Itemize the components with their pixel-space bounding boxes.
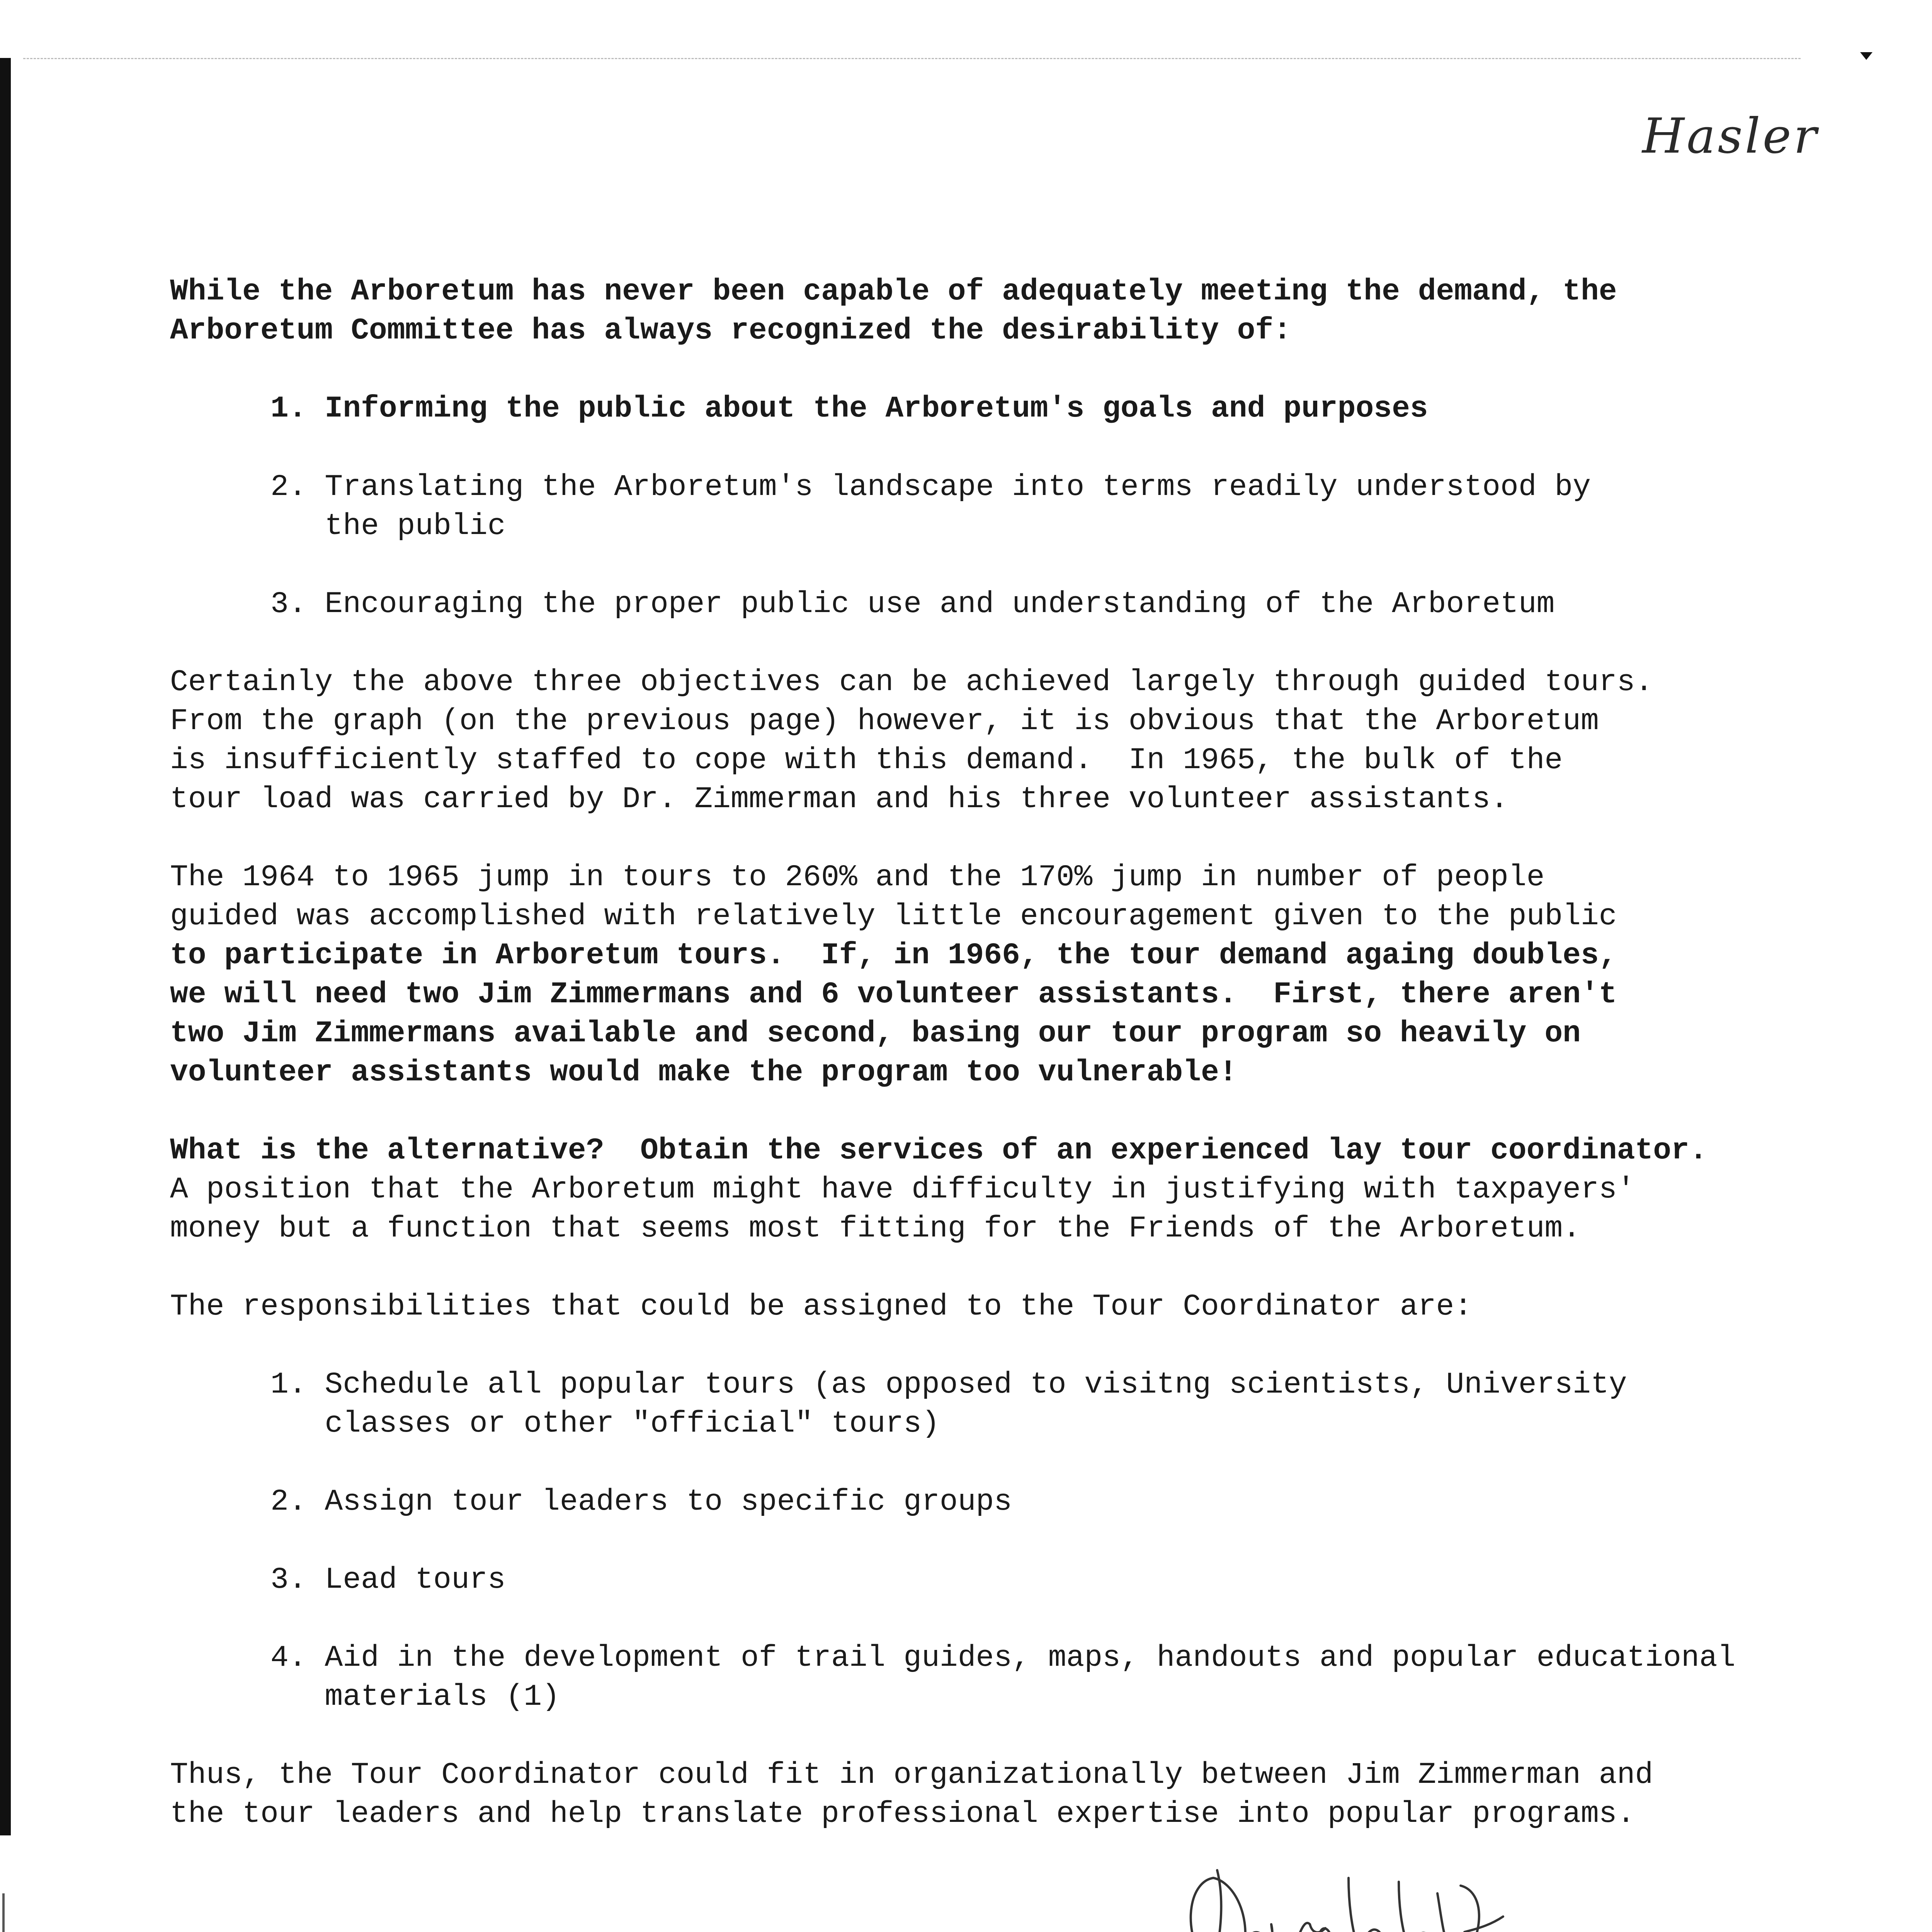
alternative-paragraph-line-1: What is the alternative? Obtain the services of an experienced lay tour coordinator. <box>170 1134 1708 1168</box>
alternative-paragraph-line-3: money but a function that seems most fitting for the Friends of the Arboretum. <box>170 1212 1581 1246</box>
objective-item-3: 3. Encouraging the proper public use and understanding of the Arboretum <box>270 587 1555 621</box>
jump-paragraph-line-2: guided was accomplished with relatively little encouragement given to the public <box>170 900 1617 934</box>
objective-item-2-continued: the public <box>270 509 506 543</box>
intro-line-1: While the Arboretum has never been capable of adequately meeting the demand, the <box>170 275 1617 309</box>
tours-paragraph-line-2: From the graph (on the previous page) however, it is obvious that the Arboretum <box>170 704 1599 738</box>
thus-paragraph-line-1: Thus, the Tour Coordinator could fit in organizationally between Jim Zimmerman and <box>170 1758 1653 1792</box>
thus-paragraph-line-2: the tour leaders and help translate professional expertise into popular programs. <box>170 1797 1635 1831</box>
scan-edge-shadow-lower <box>2 1893 5 1932</box>
responsibility-item-4-continued: materials (1) <box>270 1680 560 1714</box>
jump-paragraph-line-4: we will need two Jim Zimmermans and 6 volunteer assistants. First, there aren't <box>170 978 1617 1012</box>
handwritten-annotation: Hasler <box>1642 108 1819 164</box>
tours-paragraph-line-3: is insufficiently staffed to cope with this demand. In 1965, the bulk of the <box>170 743 1563 777</box>
responsibility-item-3: 3. Lead tours <box>270 1563 506 1597</box>
jump-paragraph-line-1: The 1964 to 1965 jump in tours to 260% and the 170% jump in number of people <box>170 861 1545 895</box>
responsibility-item-4: 4. Aid in the development of trail guides, maps, handouts and popular educational <box>270 1641 1736 1675</box>
jump-paragraph-line-3: to participate in Arboretum tours. If, in 1966, the tour demand againg doubles, <box>170 939 1617 973</box>
jump-paragraph-line-6: volunteer assistants would make the program too vulnerable! <box>170 1056 1237 1090</box>
alternative-paragraph-line-2: A position that the Arboretum might have difficulty in justifying with taxpayers' <box>170 1173 1635 1207</box>
responsibility-item-1: 1. Schedule all popular tours (as opposed to visitng scientists, University <box>270 1368 1627 1402</box>
jump-paragraph-line-5: two Jim Zimmermans available and second, basing our tour program so heavily on <box>170 1017 1581 1051</box>
objective-item-2: 2. Translating the Arboretum's landscape into terms readily understood by <box>270 470 1591 504</box>
responsibilities-intro: The responsibilities that could be assigned to the Tour Coordinator are: <box>170 1290 1473 1324</box>
scan-top-rule <box>23 58 1801 59</box>
responsibility-item-1-continued: classes or other "official" tours) <box>270 1407 940 1441</box>
handwritten-signature <box>1167 1847 1592 1932</box>
scan-corner-mark <box>1860 52 1872 60</box>
scan-edge-shadow <box>0 58 11 1835</box>
responsibility-item-2: 2. Assign tour leaders to specific groups <box>270 1485 1012 1519</box>
objective-item-1: 1. Informing the public about the Arboretum's goals and purposes <box>270 392 1428 426</box>
tours-paragraph-line-1: Certainly the above three objectives can be achieved largely through guided tours. <box>170 665 1653 699</box>
tours-paragraph-line-4: tour load was carried by Dr. Zimmerman and his three volunteer assistants. <box>170 782 1509 816</box>
intro-line-2: Arboretum Committee has always recognized the desirability of: <box>170 314 1292 348</box>
